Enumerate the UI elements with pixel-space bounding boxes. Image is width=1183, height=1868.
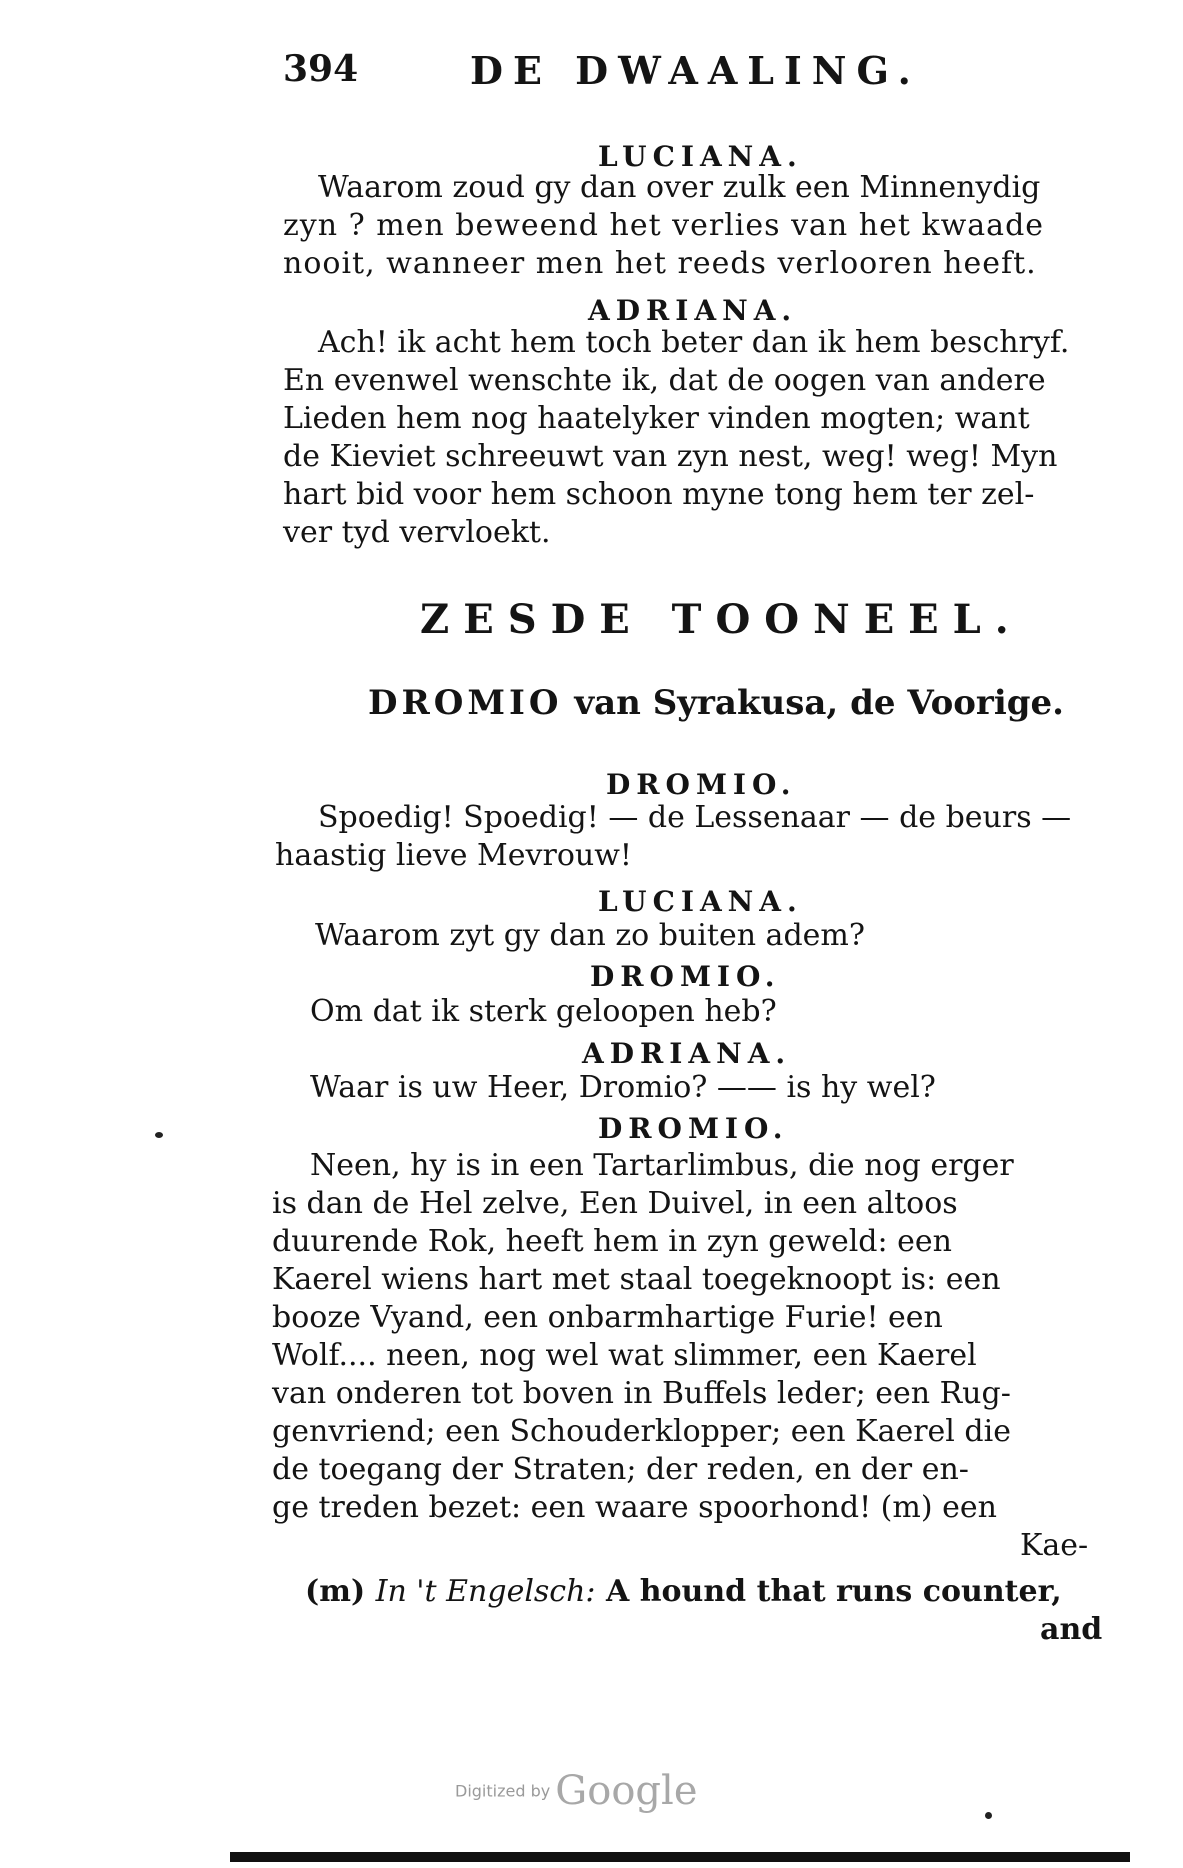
cast-rest: van Syrakusa, de Voorige. — [574, 683, 1065, 723]
cast-name: DROMIO — [368, 683, 563, 723]
footnote-mark: (m) — [305, 1574, 366, 1609]
text-line: Neen, hy is in een Tartarlimbus, die nog erger — [310, 1148, 1014, 1183]
text-line: is dan de Hel zelve, Een Duivel, in een altoos — [272, 1186, 958, 1221]
footnote-catchword: and — [1040, 1612, 1103, 1647]
text-line: hart bid voor hem schoon myne tong hem ter zel- — [283, 477, 1035, 512]
footnote — [305, 1574, 1062, 1609]
speaker-dromio: DROMIO. — [590, 960, 781, 993]
text-line: Waar is uw Heer, Dromio? —— is hy wel? — [310, 1070, 936, 1105]
text-line: zyn ? men beweend het verlies van het kwaade — [283, 208, 1045, 243]
text-line: Ach! ik acht hem toch beter dan ik hem beschryf. — [318, 325, 1070, 360]
speaker-dromio: DROMIO. — [606, 768, 797, 801]
text-line: ge treden bezet: een waare spoorhond! (m) een — [272, 1490, 997, 1525]
scene-title: ZESDE TOONEEL. — [420, 596, 1023, 643]
digitized-watermark — [455, 1768, 697, 1814]
text-line: Kaerel wiens hart met staal toegeknoopt is: een — [272, 1262, 1001, 1297]
watermark-label: Digitized by — [455, 1781, 551, 1801]
text-line: Waarom zyt gy dan zo buiten adem? — [315, 918, 865, 953]
footnote-text: A hound that runs counter, — [606, 1574, 1062, 1609]
footnote-intro: In 't Engelsch: — [375, 1574, 596, 1609]
text-line: Wolf.... neen, nog wel wat slimmer, een Kaerel — [272, 1338, 977, 1373]
speaker-adriana: ADRIANA. — [588, 294, 798, 327]
scene-cast — [368, 683, 1064, 723]
google-logo: Google — [555, 1768, 698, 1814]
speaker-adriana: ADRIANA. — [582, 1037, 792, 1070]
scan-speck — [985, 1812, 992, 1819]
text-line: ver tyd vervloekt. — [283, 515, 551, 550]
scan-speck — [155, 1132, 163, 1138]
text-line: booze Vyand, een onbarmhartige Furie! een — [272, 1300, 943, 1335]
text-line: de toegang der Straten; der reden, en der en- — [272, 1452, 969, 1487]
text-line: van onderen tot boven in Buffels leder; een Rug- — [272, 1376, 1011, 1411]
text-line: genvriend; een Schouderklopper; een Kaerel die — [272, 1414, 1011, 1449]
text-line: duurende Rok, heeft hem in zyn geweld: een — [272, 1224, 952, 1259]
text-line: En evenwel wenschte ik, dat de oogen van andere — [283, 363, 1046, 398]
page-number: 394 — [283, 48, 359, 90]
speaker-luciana: LUCIANA. — [598, 885, 803, 918]
speaker-luciana: LUCIANA. — [598, 140, 803, 173]
running-title: DE DWAALING. — [470, 48, 921, 93]
page-edge-shadow — [230, 1852, 1130, 1862]
text-line: nooit, wanneer men het reeds verlooren heeft. — [283, 246, 1037, 281]
text-line: Spoedig! Spoedig! — de Lessenaar — de beurs — — [318, 800, 1072, 835]
speaker-dromio: DROMIO. — [598, 1112, 789, 1145]
text-line: haastig lieve Mevrouw! — [275, 838, 632, 873]
text-line: de Kieviet schreeuwt van zyn nest, weg! weg! Myn — [283, 439, 1058, 474]
text-line: Waarom zoud gy dan over zulk een Minnenydig — [318, 170, 1041, 205]
catchword: Kae- — [1020, 1528, 1089, 1563]
text-line: Lieden hem nog haatelyker vinden mogten; want — [283, 401, 1030, 436]
text-line: Om dat ik sterk geloopen heb? — [310, 994, 777, 1029]
